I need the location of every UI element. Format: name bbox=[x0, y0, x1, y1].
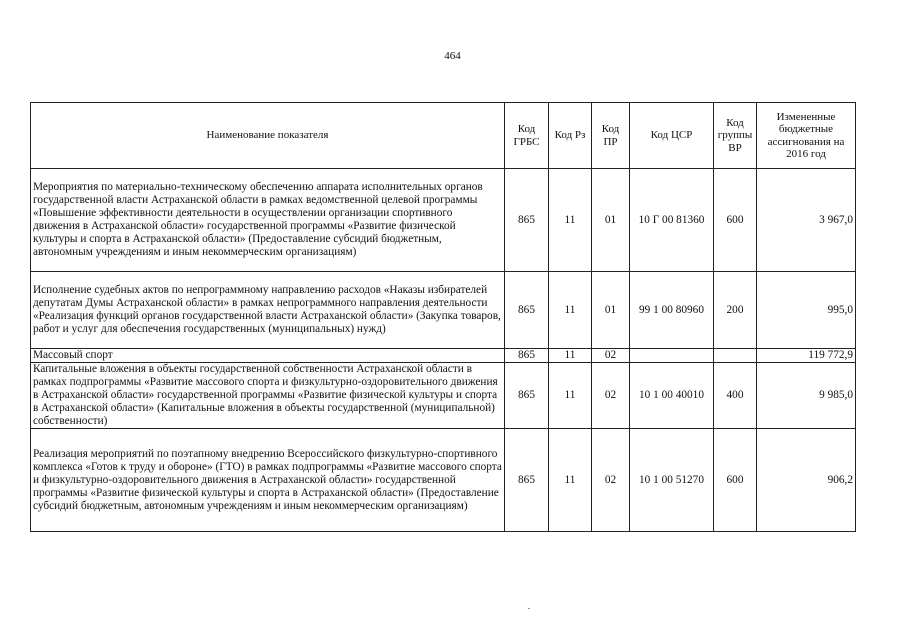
header-grbs: Код ГРБС bbox=[505, 103, 549, 169]
header-vr: Код группы ВР bbox=[714, 103, 757, 169]
row-rz: 11 bbox=[549, 272, 592, 349]
row-vr: 600 bbox=[714, 169, 757, 272]
table-row bbox=[31, 272, 856, 349]
row-grbs: 865 bbox=[505, 429, 549, 532]
row-csr: 10 1 00 51270 bbox=[630, 429, 714, 532]
table-row bbox=[31, 169, 856, 272]
row-grbs: 865 bbox=[505, 169, 549, 272]
page-number: 464 bbox=[444, 50, 461, 62]
row-vr: 400 bbox=[714, 363, 757, 429]
header-csr: Код ЦСР bbox=[630, 103, 714, 169]
row-grbs: 865 bbox=[505, 363, 549, 429]
header-pr: Код ПР bbox=[592, 103, 630, 169]
table-row bbox=[31, 363, 856, 429]
row-name: Капитальные вложения в объекты государственной собственности Астраханской области в рамках подпрограммы «Развитие массового спорта и физкультурно-оздоровительного движения в Астраханской области» государственной программы «Развитие физической культуры и спорта в Астраханской области» (Капитальные вложения в объекты государственной (муниципальной) собственности) bbox=[31, 363, 505, 429]
row-name: Мероприятия по материально-техническому обеспечению аппарата исполнительных органов государственной власти Астраханской области в рамках ведомственной целевой программы «Повышение эффективности деятельности в осуществлении организации спортивного движения в Астраханской области» государственной программы «Развитие физической культуры и спорта в Астраханской области» (Предоставление субсидий бюджетным, автономным учреждениям и иным некоммерческим организациям) bbox=[31, 169, 505, 272]
header-name: Наименование показателя bbox=[31, 103, 505, 169]
row-grbs: 865 bbox=[505, 349, 549, 363]
budget-table bbox=[30, 102, 856, 532]
row-amount: 906,2 bbox=[757, 429, 856, 532]
row-pr: 01 bbox=[592, 272, 630, 349]
table-row bbox=[31, 349, 856, 363]
row-pr: 01 bbox=[592, 169, 630, 272]
row-name: Массовый спорт bbox=[31, 349, 505, 363]
header-rz: Код Рз bbox=[549, 103, 592, 169]
table-header-row bbox=[31, 103, 856, 169]
row-rz: 11 bbox=[549, 429, 592, 532]
row-amount: 995,0 bbox=[757, 272, 856, 349]
row-csr: 10 Г 00 81360 bbox=[630, 169, 714, 272]
row-pr: 02 bbox=[592, 349, 630, 363]
row-csr: 99 1 00 80960 bbox=[630, 272, 714, 349]
row-vr: 600 bbox=[714, 429, 757, 532]
row-name: Исполнение судебных актов по непрограммному направлению расходов «Наказы избирателей депутатам Думы Астраханской области» в рамках непрограммного направления деятельности «Реализация функций органов государственной власти Астраханской области» (Закупка товаров, работ и услуг для обеспечения государственных (муниципальных) нужд) bbox=[31, 272, 505, 349]
row-rz: 11 bbox=[549, 349, 592, 363]
row-amount: 3 967,0 bbox=[757, 169, 856, 272]
row-csr bbox=[630, 349, 714, 363]
row-pr: 02 bbox=[592, 429, 630, 532]
row-rz: 11 bbox=[549, 363, 592, 429]
row-amount: 9 985,0 bbox=[757, 363, 856, 429]
row-name: Реализация мероприятий по поэтапному внедрению Всероссийского физкультурно-спортивного комплекса «Готов к труду и обороне» (ГТО) в рамках подпрограммы «Развитие массового спорта и физкультурно-оздоровительного движения в Астраханской области» государственной программы «Развитие физической культуры и спорта в Астраханской области» (Предоставление субсидий бюджетным, автономным учреждениям и иным некоммерческим организациям) bbox=[31, 429, 505, 532]
table-row bbox=[31, 429, 856, 532]
row-grbs: 865 bbox=[505, 272, 549, 349]
row-rz: 11 bbox=[549, 169, 592, 272]
header-amount: Измененные бюджетные ассигнования на 2016 год bbox=[757, 103, 856, 169]
row-amount: 119 772,9 bbox=[757, 349, 856, 363]
scan-speck bbox=[528, 608, 530, 609]
row-csr: 10 1 00 40010 bbox=[630, 363, 714, 429]
row-vr: 200 bbox=[714, 272, 757, 349]
row-pr: 02 bbox=[592, 363, 630, 429]
row-vr bbox=[714, 349, 757, 363]
